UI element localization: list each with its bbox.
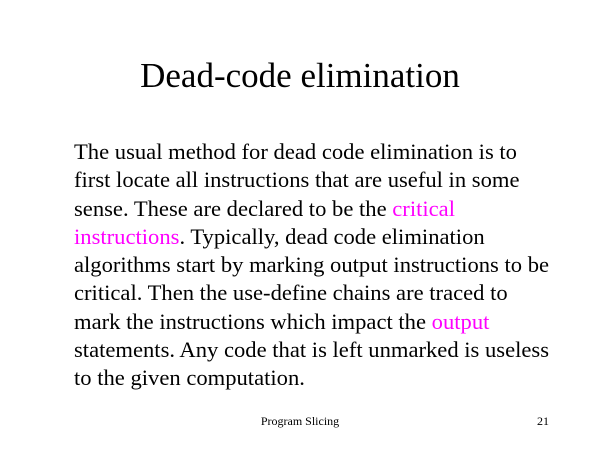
slide-body-text <box>74 138 552 393</box>
page-number: 21 <box>537 414 549 428</box>
body-text-part-2: . Typically, dead code elimination algorithms start by marking output instructions to be critical. Then the use-define chains are traced to mark the instructions which impact the <box>74 223 550 334</box>
highlight-critical-instructions: critical instructions <box>74 195 455 249</box>
body-text-part-1: The usual method for dead code elimination is to first locate all instructions that are useful in some sense. These are declared to be the <box>74 139 520 221</box>
highlight-output: output <box>431 308 490 334</box>
slide-title: Dead-code elimination <box>140 56 460 95</box>
body-text-part-3: statements. Any code that is left unmarked is useless to the given computation. <box>74 337 549 391</box>
footer-title: Program Slicing <box>260 414 340 428</box>
